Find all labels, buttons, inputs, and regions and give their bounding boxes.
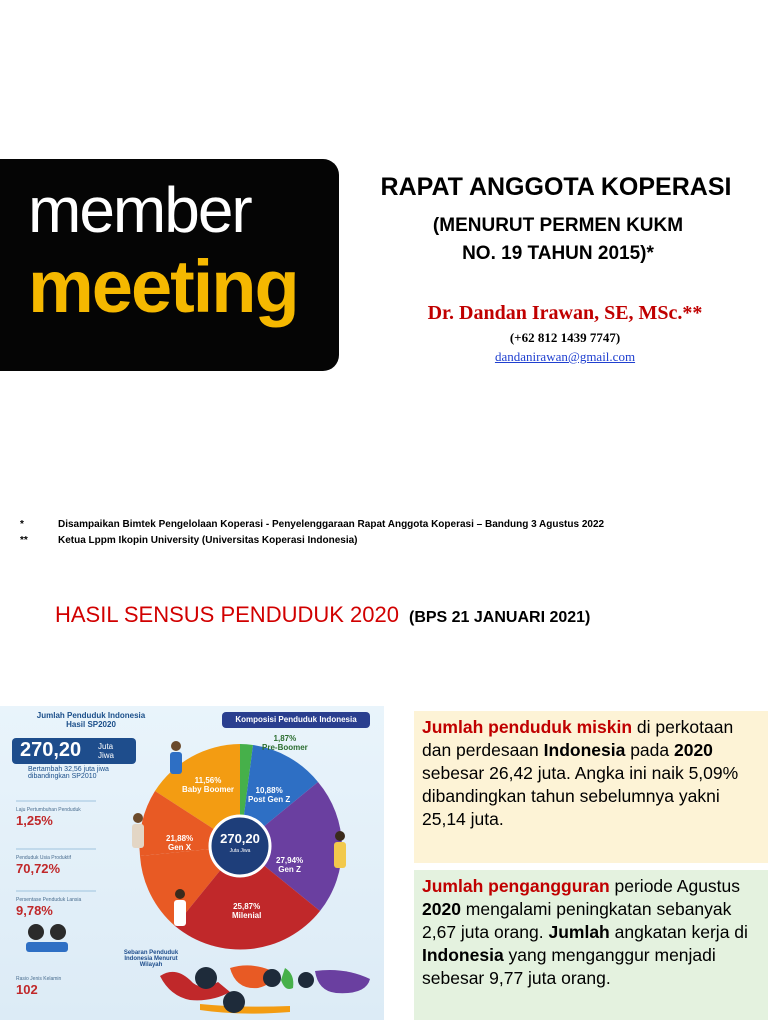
unemployment-country: Indonesia: [422, 945, 504, 965]
unemployment-text: periode Agustus: [609, 876, 741, 896]
segment-label-post-gen-z: [248, 786, 290, 804]
segment-name: Gen X: [168, 843, 192, 852]
donut-center-label: [212, 831, 268, 856]
segment-pct: 11,56%: [194, 776, 222, 785]
unemployment-jumlah: Jumlah: [548, 922, 610, 942]
author-name: Dr. Dandan Irawan, SE, MSc.**: [427, 302, 703, 324]
region-badge-sumatra: [195, 967, 217, 989]
segment-name: Milenial: [232, 911, 262, 920]
unemployment-year: 2020: [422, 899, 461, 919]
poverty-country: Indonesia: [543, 740, 626, 760]
segment-name: Baby Boomer: [182, 785, 235, 794]
segment-pct: 27,94%: [276, 856, 304, 865]
person-figure-icon: [334, 842, 346, 868]
person-figure-icon: [171, 741, 181, 751]
region-badge-kalimantan: [263, 969, 281, 987]
region-badge-sulawesi: [298, 972, 314, 988]
segment-pct: 25,87%: [233, 902, 261, 911]
segment-pct: 21,88%: [166, 834, 194, 843]
segment-label-baby-boomer: [182, 776, 234, 794]
person-avatar-icon: [26, 942, 68, 952]
map-java: [200, 1004, 290, 1014]
stat-value: 1,25%: [16, 813, 53, 828]
segment-label-gen-z: [276, 856, 303, 874]
population-total: 270,20: [20, 739, 82, 761]
infographic-title: Jumlah Penduduk Indonesia: [36, 711, 146, 720]
infographic-subtitle: Hasil SP2020: [66, 720, 116, 729]
poverty-text: di perkotaan dan perdesaan: [422, 717, 734, 760]
person-figure-icon: [175, 889, 185, 899]
stat-caption: Penduduk Usia Produktif: [16, 855, 72, 861]
person-figure-icon: [133, 813, 143, 823]
population-unit: [98, 742, 114, 760]
population-unit-line1: Juta: [98, 742, 114, 751]
unemployment-text: yang menganggur menjadi sebesar 9,77 juta orang.: [422, 945, 716, 988]
unemployment-text: angkatan kerja di: [609, 922, 748, 942]
donut-center-value: 270,20: [220, 831, 260, 846]
section-title: HASIL SENSUS PENDUDUK 2020: [55, 602, 399, 627]
map-sumatra: [160, 972, 230, 1001]
slide-title: RAPAT ANGGOTA KOPERASI: [380, 173, 732, 201]
stat-value: 9,78%: [16, 903, 53, 918]
unemployment-text: mengalami peningkatan sebanyak 2,67 juta orang.: [422, 899, 732, 942]
stat-sex-ratio: [16, 976, 108, 997]
footnote-1-text: Disampaikan Bimtek Pengelolaan Koperasi - Penyelenggaraan Rapat Anggota Koperasi – Bandung 3 Agustus 2022: [58, 519, 605, 530]
section-source: (BPS 21 JANUARI 2021): [408, 609, 591, 626]
map-sulawesi: [281, 968, 293, 989]
poverty-text: pada: [625, 740, 674, 760]
stat-value: 102: [16, 982, 38, 997]
slide-subtitle: [380, 212, 736, 268]
segment-name: Post Gen Z: [248, 795, 291, 804]
person-figure-icon: [335, 831, 345, 841]
footnote-2-text: Ketua Lppm Ikopin University (Universitas Koperasi Indonesia): [58, 535, 358, 546]
poverty-info-box: [414, 711, 768, 863]
unemployment-info-box: [414, 870, 768, 1020]
stat-caption: Laju Pertumbuhan Penduduk: [16, 807, 81, 813]
unemployment-highlight: Jumlah pengangguran: [422, 876, 610, 896]
author-phone: (+62 812 1439 7747): [509, 330, 621, 345]
poverty-year: 2020: [673, 740, 713, 760]
person-avatar-icon: [50, 924, 66, 940]
stat-caption: Rasio Jenis Kelamin: [16, 976, 62, 982]
census-infographic: [0, 706, 384, 1020]
footnote-2-mark: **: [20, 535, 28, 546]
region-badge-java: [223, 991, 245, 1013]
segment-pct: 1,87%: [273, 734, 297, 743]
author-email-link[interactable]: dandanirawan@gmail.com: [494, 349, 636, 364]
map-papua: [315, 970, 370, 993]
footnote-1-mark: *: [20, 519, 24, 530]
person-avatar-icon: [28, 924, 44, 940]
footnote-2: [20, 535, 358, 546]
population-note: Bertambah 32,56 juta jiwa dibandingkan SP2010: [28, 766, 109, 780]
segment-label-gen-x: [166, 834, 193, 852]
logo-text-member: member: [28, 174, 251, 246]
segment-pct: 10,88%: [255, 786, 283, 795]
composition-header: Komposisi Penduduk Indonesia: [222, 712, 370, 728]
distribution-label: Sebaran Penduduk Indonesia Menurut Wilayah: [123, 950, 179, 968]
logo-text-meeting: meeting: [28, 245, 298, 328]
person-figure-icon: [170, 752, 182, 774]
population-total-box: [12, 738, 136, 764]
footnote-1: [20, 519, 604, 530]
donut-center-unit: Juta Jiwa: [229, 848, 251, 854]
person-figure-icon: [132, 824, 144, 848]
subtitle-line-2: NO. 19 TAHUN 2015)*: [462, 243, 654, 264]
segment-label-milenial: [232, 902, 261, 920]
poverty-highlight: Jumlah penduduk miskin: [422, 717, 633, 737]
subtitle-line-1: (MENURUT PERMEN KUKM: [432, 215, 684, 236]
population-unit-line2: Jiwa: [98, 751, 115, 760]
poverty-text: sebesar 26,42 juta. Angka ini naik 5,09% dibandingkan tahun sebelumnya yakni 25,14 juta.: [422, 763, 739, 829]
stat-growth-rate: [16, 807, 108, 828]
segment-name: Gen Z: [278, 865, 301, 874]
segment-name: Pre-Boomer: [262, 743, 308, 752]
section-heading: [55, 602, 590, 628]
segment-label-pre-boomer: [262, 734, 308, 752]
person-figure-icon: [174, 900, 186, 926]
stat-productive-age: [16, 855, 108, 876]
stat-elderly: [16, 897, 108, 918]
stat-caption: Persentase Penduduk Lansia: [16, 897, 82, 903]
stat-value: 70,72%: [16, 861, 61, 876]
